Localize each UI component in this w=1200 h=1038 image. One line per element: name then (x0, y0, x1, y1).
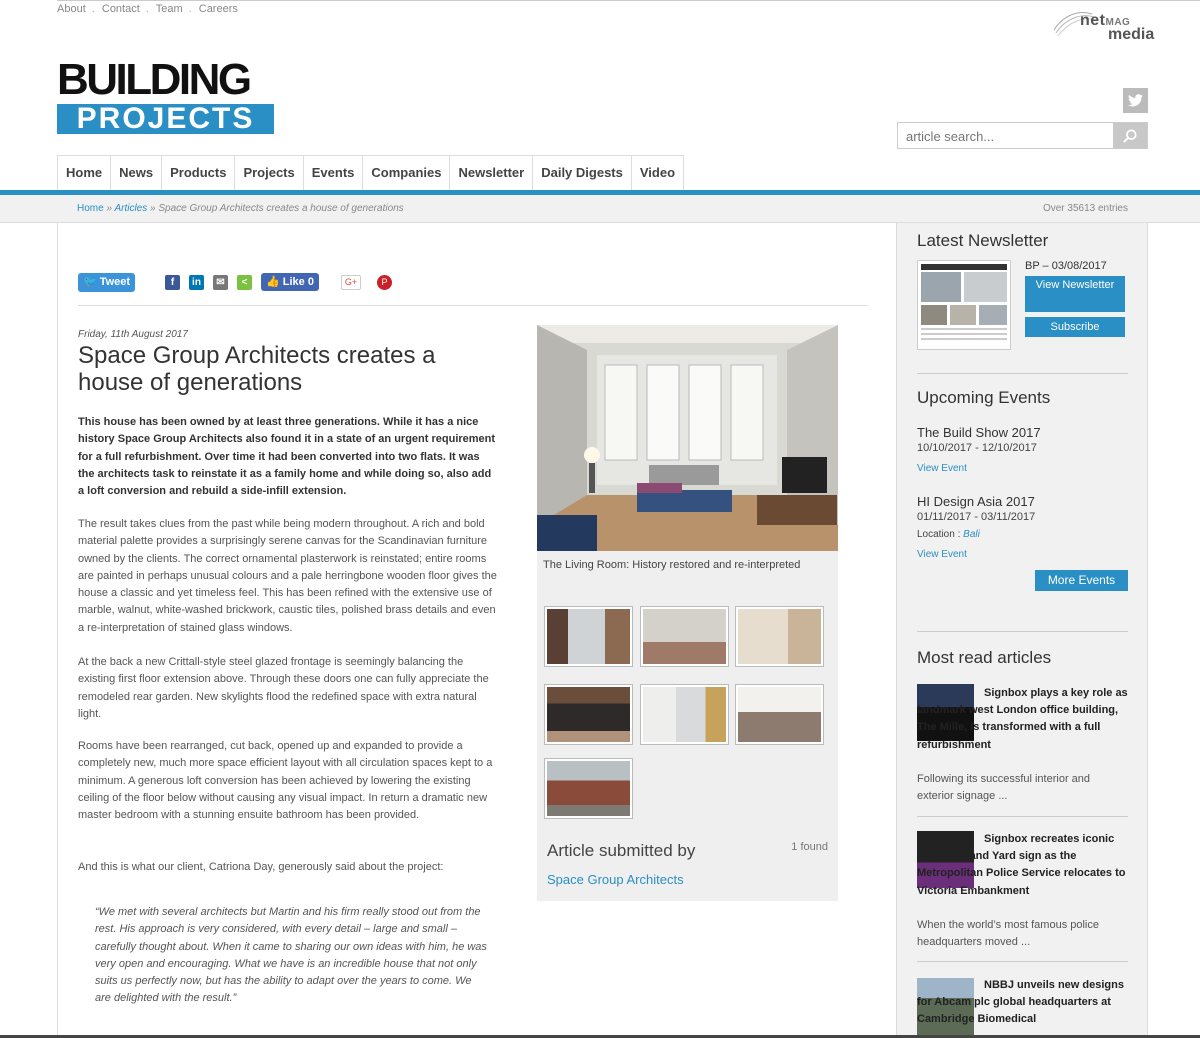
gallery-thumbnail[interactable] (735, 606, 824, 667)
event-title: HI Design Asia 2017 (917, 494, 1035, 509)
sidebar (897, 223, 1148, 1038)
client-quote: “We met with several architects but Martin and his firm really stood out from the rest. His approach is very considered, with every detail – large and small – carefully thought about. When it came to sharing our own ideas with him, he was very open and encouraging. What we have is an incredible house that not only suits us perfectly now, but has the ability to adapt over the years to come. We are delighted with the result.” (95, 906, 487, 1005)
main-nav (57, 155, 684, 190)
twitter-icon[interactable] (1123, 88, 1148, 113)
event-location: Location : Bali (917, 529, 980, 540)
image-gallery (537, 325, 838, 901)
most-read-title[interactable]: Signbox plays a key role as landmark west London office building, The Mille, is transformed with a full refurbishment (917, 687, 1128, 751)
article-title: Space Group Architects creates a house of generations (78, 342, 436, 396)
article-paragraph-3: Rooms have been rearranged, cut back, opened up and expanded to provide a completely new, much more space efficient layout with all circulation spaces kept to a minimum. A generous loft conversion has been achieved by lowering the existing ceiling of the floor below without causing any visual impact. In return a dramatic new master bedroom with a stunning ensuite bathroom has been provided. (78, 740, 493, 822)
toplink-team[interactable]: Team (155, 3, 183, 15)
most-read-description: When the world’s most famous police headquarters moved ... (917, 919, 1099, 949)
linkedin-icon[interactable]: in (189, 275, 204, 290)
main-gallery-image[interactable] (537, 325, 838, 551)
article-main (57, 223, 897, 1038)
more-events-button[interactable]: More Events (1035, 570, 1128, 591)
toplink-careers[interactable]: Careers (198, 3, 238, 15)
gallery-thumbnail[interactable] (544, 684, 633, 745)
article-paragraph-2: At the back a new Crittall-style steel glazed frontage is seemingly balancing the existing first floor extension above. Through these doors one can fully appreciate the remodeled rear garden. New skylights flood the redefined space with extra natural light. (78, 656, 489, 720)
newsletter-thumbnail[interactable] (917, 260, 1011, 350)
breadcrumb-home[interactable]: Home (77, 203, 104, 214)
netmag-media-logo[interactable]: netMAG media (1052, 6, 1162, 42)
building-projects-logo[interactable]: BUILDING PROJECTS (57, 60, 274, 136)
gallery-thumbnail[interactable] (735, 684, 824, 745)
pinterest-icon[interactable]: P (377, 275, 392, 290)
events-heading: Upcoming Events (917, 388, 1051, 407)
event-title: The Build Show 2017 (917, 425, 1041, 440)
newsletter-preview-image (918, 261, 1010, 349)
company-link[interactable]: Space Group Architects (547, 872, 684, 887)
event-dates: 10/10/2017 - 12/10/2017 (917, 442, 1037, 454)
sidebar-divider (917, 961, 1128, 962)
nav-news[interactable]: News (111, 155, 162, 190)
top-links: About . Contact . Team . Careers (57, 3, 238, 15)
article-lead: This house has been owned by at least three generations. While it has a nice history Space Group Architects also found it in a state of an urgent requirement for a full refurbishment. Over time it had been converted into two flats. It was the architects task to reinstate it as a family home and while doing so, also add a loft conversion and rebuild a side-infill extension. (78, 416, 496, 498)
toplink-about[interactable]: About (57, 3, 86, 15)
view-event-link[interactable]: View Event (917, 463, 967, 474)
event-dates: 01/11/2017 - 03/11/2017 (917, 511, 1036, 523)
search-button[interactable] (1113, 123, 1147, 148)
article-paragraph-4: And this is what our client, Catriona Day, generously said about the project: (78, 861, 444, 873)
subscribe-button[interactable]: Subscribe (1025, 317, 1125, 337)
gallery-caption: The Living Room: History restored and re-interpreted (543, 559, 801, 571)
newsletter-heading: Latest Newsletter (917, 231, 1049, 250)
gallery-thumbnail[interactable] (640, 684, 729, 745)
email-icon[interactable]: ✉ (213, 275, 228, 290)
article-paragraph-1: The result takes clues from the past while being modern throughout. A rich and bold material palette provides a surprisingly serene canvas for the Scandinavian furniture owned by the clients. The correct ornamental plasterwork is reinstated; entire rooms are painted in perhaps unusual colours and a pale herringbone wooden floor gives the house a classic and yet timeless feel. This has been refined with the extensive use of marble, walnut, white-washed brickwork, caustic tiles, polished brass details and even a re-interpretation of stained glass windows. (78, 518, 497, 634)
nav-newsletter[interactable]: Newsletter (450, 155, 533, 190)
nav-video[interactable]: Video (632, 155, 684, 190)
view-newsletter-button[interactable]: View Newsletter (1025, 276, 1125, 312)
breadcrumb: Home » Articles » Space Group Architects creates a house of generations (77, 203, 404, 214)
sidebar-divider (917, 373, 1128, 374)
nav-home[interactable]: Home (58, 155, 111, 190)
submitted-by-heading: Article submitted by (547, 841, 696, 860)
breadcrumb-bar (0, 195, 1200, 223)
nav-projects[interactable]: Projects (235, 155, 303, 190)
breadcrumb-current: Space Group Architects creates a house of generations (158, 203, 404, 214)
sidebar-divider (917, 816, 1128, 817)
toplink-contact[interactable]: Contact (101, 3, 140, 15)
share-icon[interactable]: < (237, 275, 252, 290)
facebook-like-button[interactable]: 👍 Like 0 (261, 273, 319, 291)
gallery-thumbnail[interactable] (544, 606, 633, 667)
most-read-description: Following its successful interior and exterior signage ... (917, 773, 1091, 803)
facebook-icon[interactable]: f (165, 275, 180, 290)
tweet-button[interactable]: 🐦 Tweet (78, 273, 135, 292)
living-room-illustration (537, 325, 838, 551)
article-date: Friday, 11th August 2017 (78, 329, 188, 340)
nav-events[interactable]: Events (304, 155, 364, 190)
nav-daily-digests[interactable]: Daily Digests (533, 155, 632, 190)
nav-companies[interactable]: Companies (363, 155, 450, 190)
most-read-title[interactable]: NBBJ unveils new designs for Abcam plc global headquarters at Cambridge Biomedical (917, 979, 1124, 1026)
gallery-thumbnail[interactable] (544, 758, 633, 819)
found-count: 1 found (791, 841, 828, 853)
article-search (897, 122, 1148, 149)
entries-count: Over 35613 entries (1042, 203, 1128, 214)
google-plus-icon[interactable]: G+ (341, 275, 361, 290)
breadcrumb-articles[interactable]: Articles (114, 203, 148, 214)
sidebar-divider (917, 631, 1128, 632)
most-read-heading: Most read articles (917, 648, 1052, 667)
newsletter-date: BP – 03/08/2017 (1025, 260, 1107, 272)
search-input[interactable] (906, 127, 1106, 145)
view-event-link[interactable]: View Event (917, 549, 967, 560)
divider (78, 305, 868, 306)
gallery-thumbnail[interactable] (640, 606, 729, 667)
nav-products[interactable]: Products (162, 155, 235, 190)
search-icon (1123, 129, 1137, 143)
most-read-title[interactable]: Signbox recreates iconic New Scotland Yard sign as the Metropolitan Police Service relocates to Victoria Embankment (917, 833, 1126, 897)
share-bar (78, 272, 392, 292)
